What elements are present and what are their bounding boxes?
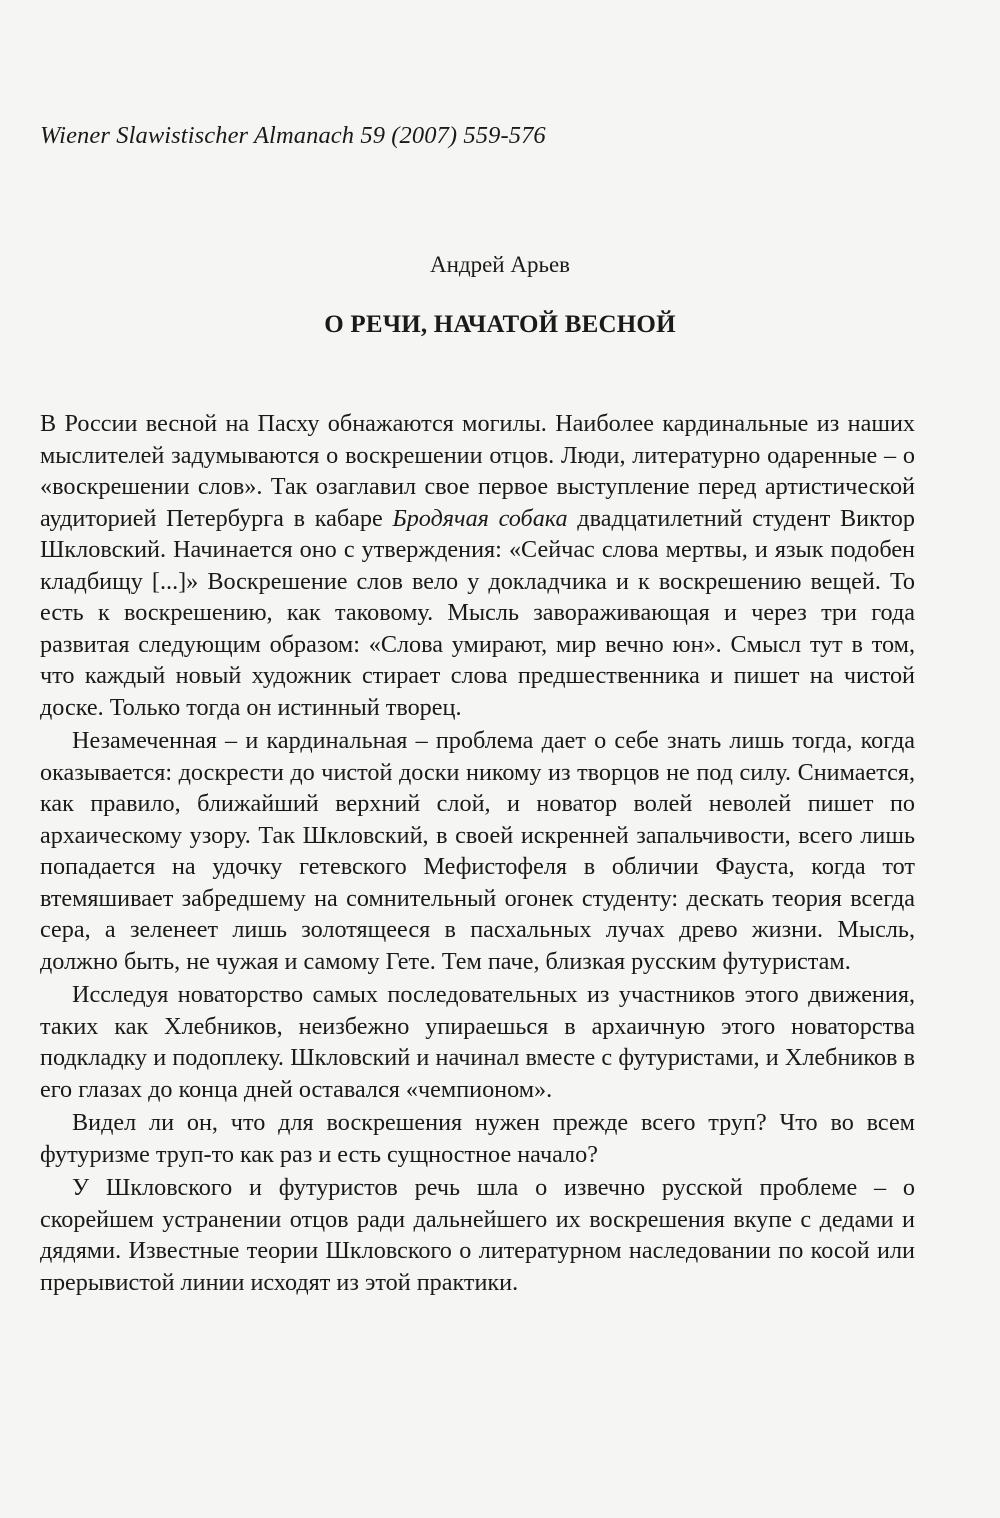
paragraph-5: У Шкловского и футуристов речь шла о извечно русской проблеме – о скорейшем устранении отцов ради дальнейшего их воскрешения вкупе с дедами и дядями. Известные теории Шкловского о литературном наследовании по косой или прерывистой линии исходят из этой практики. <box>40 1174 915 1296</box>
article-author: Андрей Арьев <box>429 252 571 277</box>
paragraph-2: Незамеченная – и кардинальная – проблема дает о себе знать лишь тогда, когда оказывается: доскрести до чистой доски никому из творцов не под силу. Снимается, как правило, ближайший верхний слой, и новатор волей неволей пишет по архаическому узору. Так Шкловский, в своей искренней запальчивости, всего лишь попадается на удочку гетевского Мефистофеля в обличии Фауста, когда тот втемяшивает забредшему на сомнительный огонек студенту: дескать теория всегда сера, а зеленеет лишь золотящееся в пасхальных лучах древо жизни. Мысль, должно быть, не чужая и самому Гете. Тем паче, близкая русским футуристам. <box>40 727 915 975</box>
paragraph-1-text-b: двадцатилетний студент Виктор Шкловский. Начинается оно с утверждения: «Сейчас слова мертвы, и язык подобен кладбищу [...]» Воскрешение слов вело у докладчика и к воскрешению вещей. То есть к воскрешению, как таковому. Мысль завораживающая и через три года развитая следующим образом: «Слова умирают, мир вечно юн». Смысл тут в том, что каждый новый художник стирает слова предшественника и пишет на чистой доске. Только тогда он истинный творец. <box>40 504 915 721</box>
paragraph-4: Видел ли он, что для воскрешения нужен прежде всего труп? Что во всем футуризме труп-то как раз и есть сущностное начало? <box>40 1109 915 1168</box>
article-body <box>40 408 915 1298</box>
journal-reference: Wiener Slawistischer Almanach 59 (2007) 559-576 <box>40 122 546 149</box>
paragraph-3: Исследуя новаторство самых последовательных из участников этого движения, таких как Хлебников, неизбежно упираешься в архаичную этого новаторства подкладку и подоплеку. Шкловский и начинал вместе с футуристами, и Хлебников в его глазах до конца дней оставался «чемпионом». <box>40 981 915 1103</box>
article-title: О РЕЧИ, НАЧАТОЙ ВЕСНОЙ <box>324 311 676 338</box>
paragraph-1-italic-title: Бродячая собака <box>392 504 568 532</box>
paragraph-1-text-a: В России весной на Пасху обнажаются могилы. Наиболее кардинальные из наших мыслителей задумываются о воскрешении отцов. Люди, литературно одаренные – о «воскрешении слов». Так озаглавил свое первое выступление перед артистической аудиторией Петербурга в кабаре <box>40 410 915 532</box>
paragraph-1 <box>40 408 915 723</box>
